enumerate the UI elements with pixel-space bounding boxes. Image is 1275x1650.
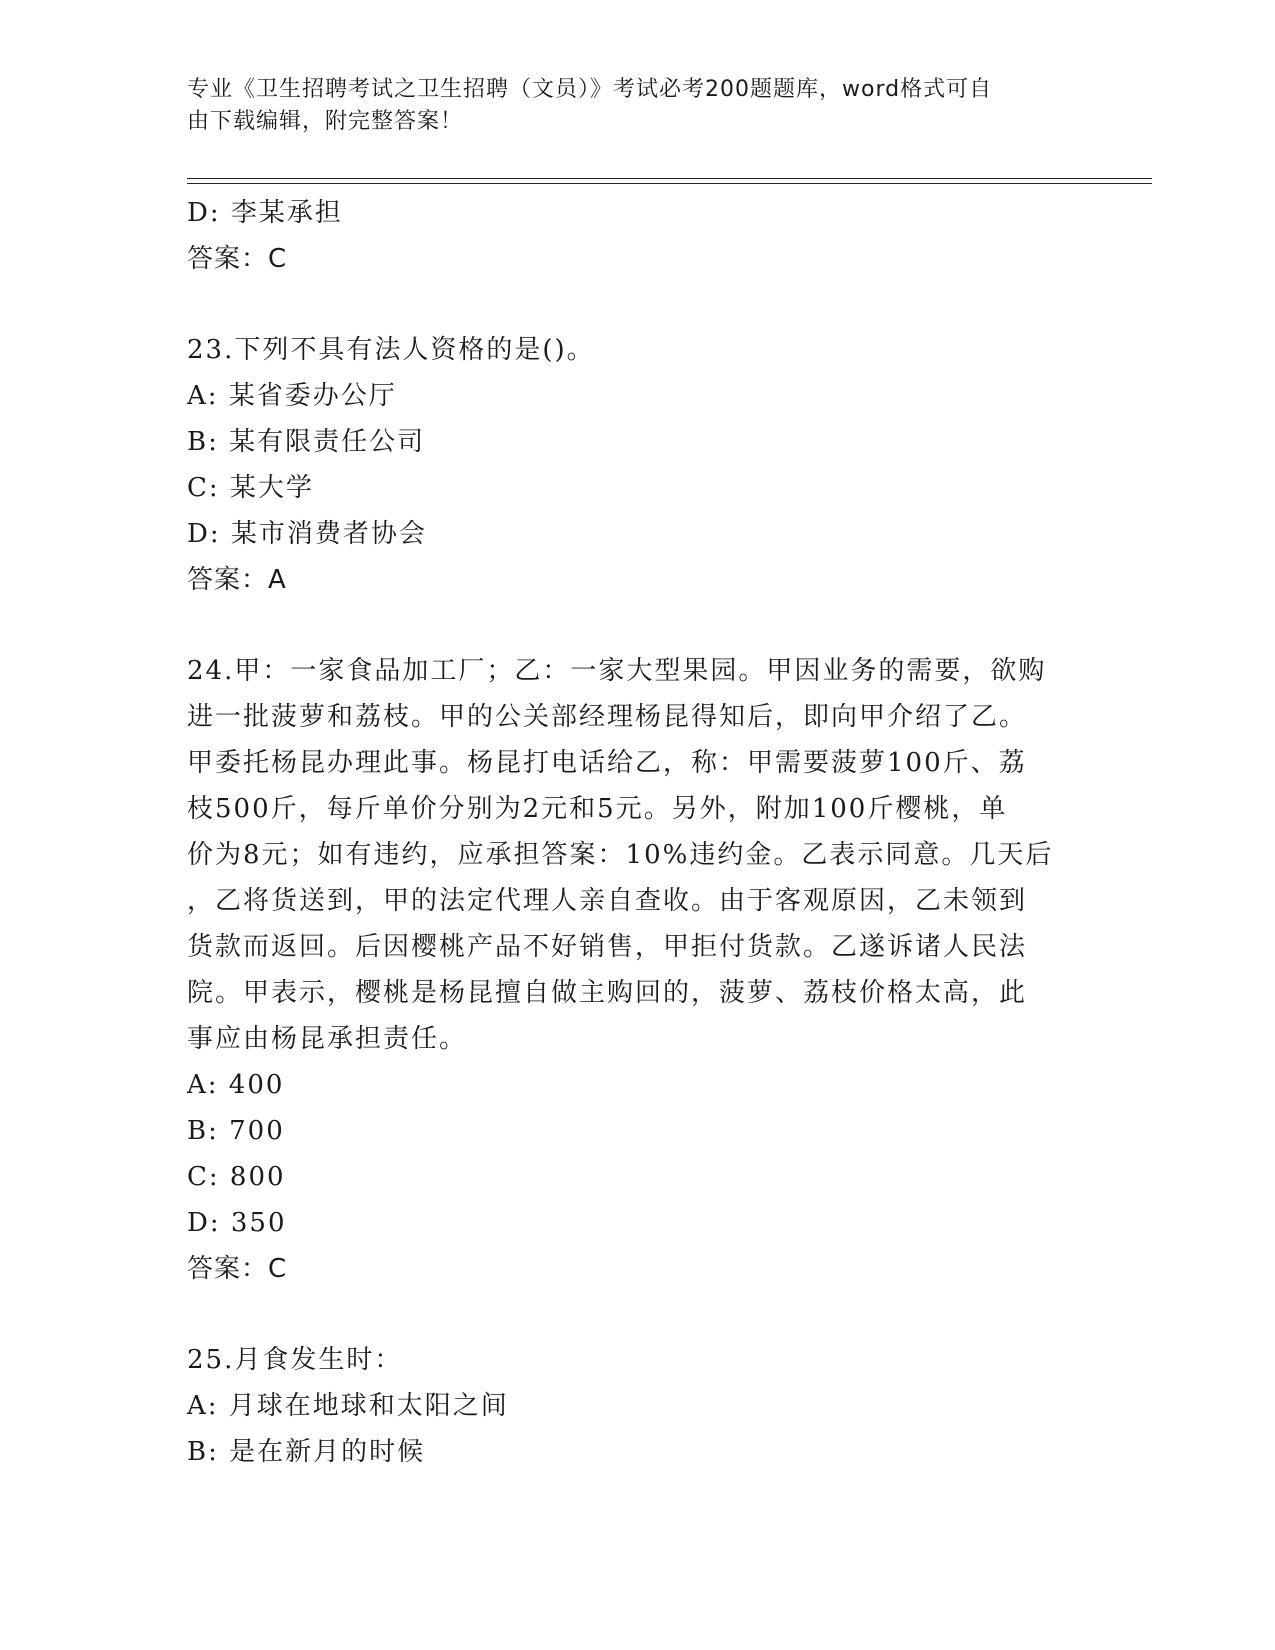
option-b: B: 是在新月的时候: [187, 1437, 426, 1467]
question-stem-line: ，乙将货送到，甲的法定代理人亲自查收。由于客观原因，乙未领到: [187, 886, 1028, 916]
option-b: B: 700: [187, 1116, 285, 1146]
answer-label: 答案：A: [187, 565, 287, 595]
question-23: [187, 327, 1087, 603]
question-stem-line: 24.甲：一家食品加工厂；乙：一家大型果园。甲因业务的需要，欲购: [187, 656, 1047, 686]
question-22-tail: [187, 190, 1087, 282]
header-line-1: 专业《卫生招聘考试之卫生招聘（文员）》考试必考200题题库，word格式可自: [187, 77, 993, 102]
question-stem-line: 枝500斤，每斤单价分别为2元和5元。另外，附加100斤樱桃，单: [187, 794, 1008, 824]
option-c: C: 800: [187, 1162, 286, 1192]
question-list: [187, 190, 1087, 1475]
option-a: A: 某省委办公厅: [187, 381, 397, 411]
document-header: [187, 74, 1067, 138]
question-stem-line: 甲委托杨昆办理此事。杨昆打电话给乙，称：甲需要菠萝100斤、荔: [187, 748, 1027, 778]
answer-label: 答案：C: [187, 244, 288, 274]
question-stem-line: 院。甲表示，樱桃是杨昆擅自做主购回的，菠萝、荔枝价格太高，此: [187, 978, 1028, 1008]
question-stem-line: 货款而返回。后因樱桃产品不好销售，甲拒付货款。乙遂诉诸人民法: [187, 932, 1028, 962]
question-25: [187, 1337, 1087, 1475]
header-line-2: 由下载编辑，附完整答案！: [187, 109, 464, 134]
header-divider-bottom: [187, 183, 1152, 184]
question-stem-line: 价为8元；如有违约，应承担答案：10%违约金。乙表示同意。几天后: [187, 840, 1054, 870]
question-stem: 25.月食发生时：: [187, 1345, 403, 1375]
option-a: A: 400: [187, 1070, 285, 1100]
question-stem-line: 进一批菠萝和荔枝。甲的公关部经理杨昆得知后，即向甲介绍了乙。: [187, 702, 1028, 732]
option-d: D: 某市消费者协会: [187, 519, 427, 549]
option-a: A: 月球在地球和太阳之间: [187, 1391, 509, 1421]
option-d: D: 李某承担: [187, 198, 343, 228]
header-divider-top: [187, 178, 1152, 179]
option-c: C: 某大学: [187, 473, 314, 503]
answer-label: 答案：C: [187, 1254, 288, 1284]
option-d: D: 350: [187, 1208, 287, 1238]
question-24: [187, 648, 1087, 1292]
question-stem: 23.下列不具有法人资格的是()。: [187, 335, 595, 365]
option-b: B: 某有限责任公司: [187, 427, 426, 457]
question-stem-line: 事应由杨昆承担责任。: [187, 1024, 468, 1054]
